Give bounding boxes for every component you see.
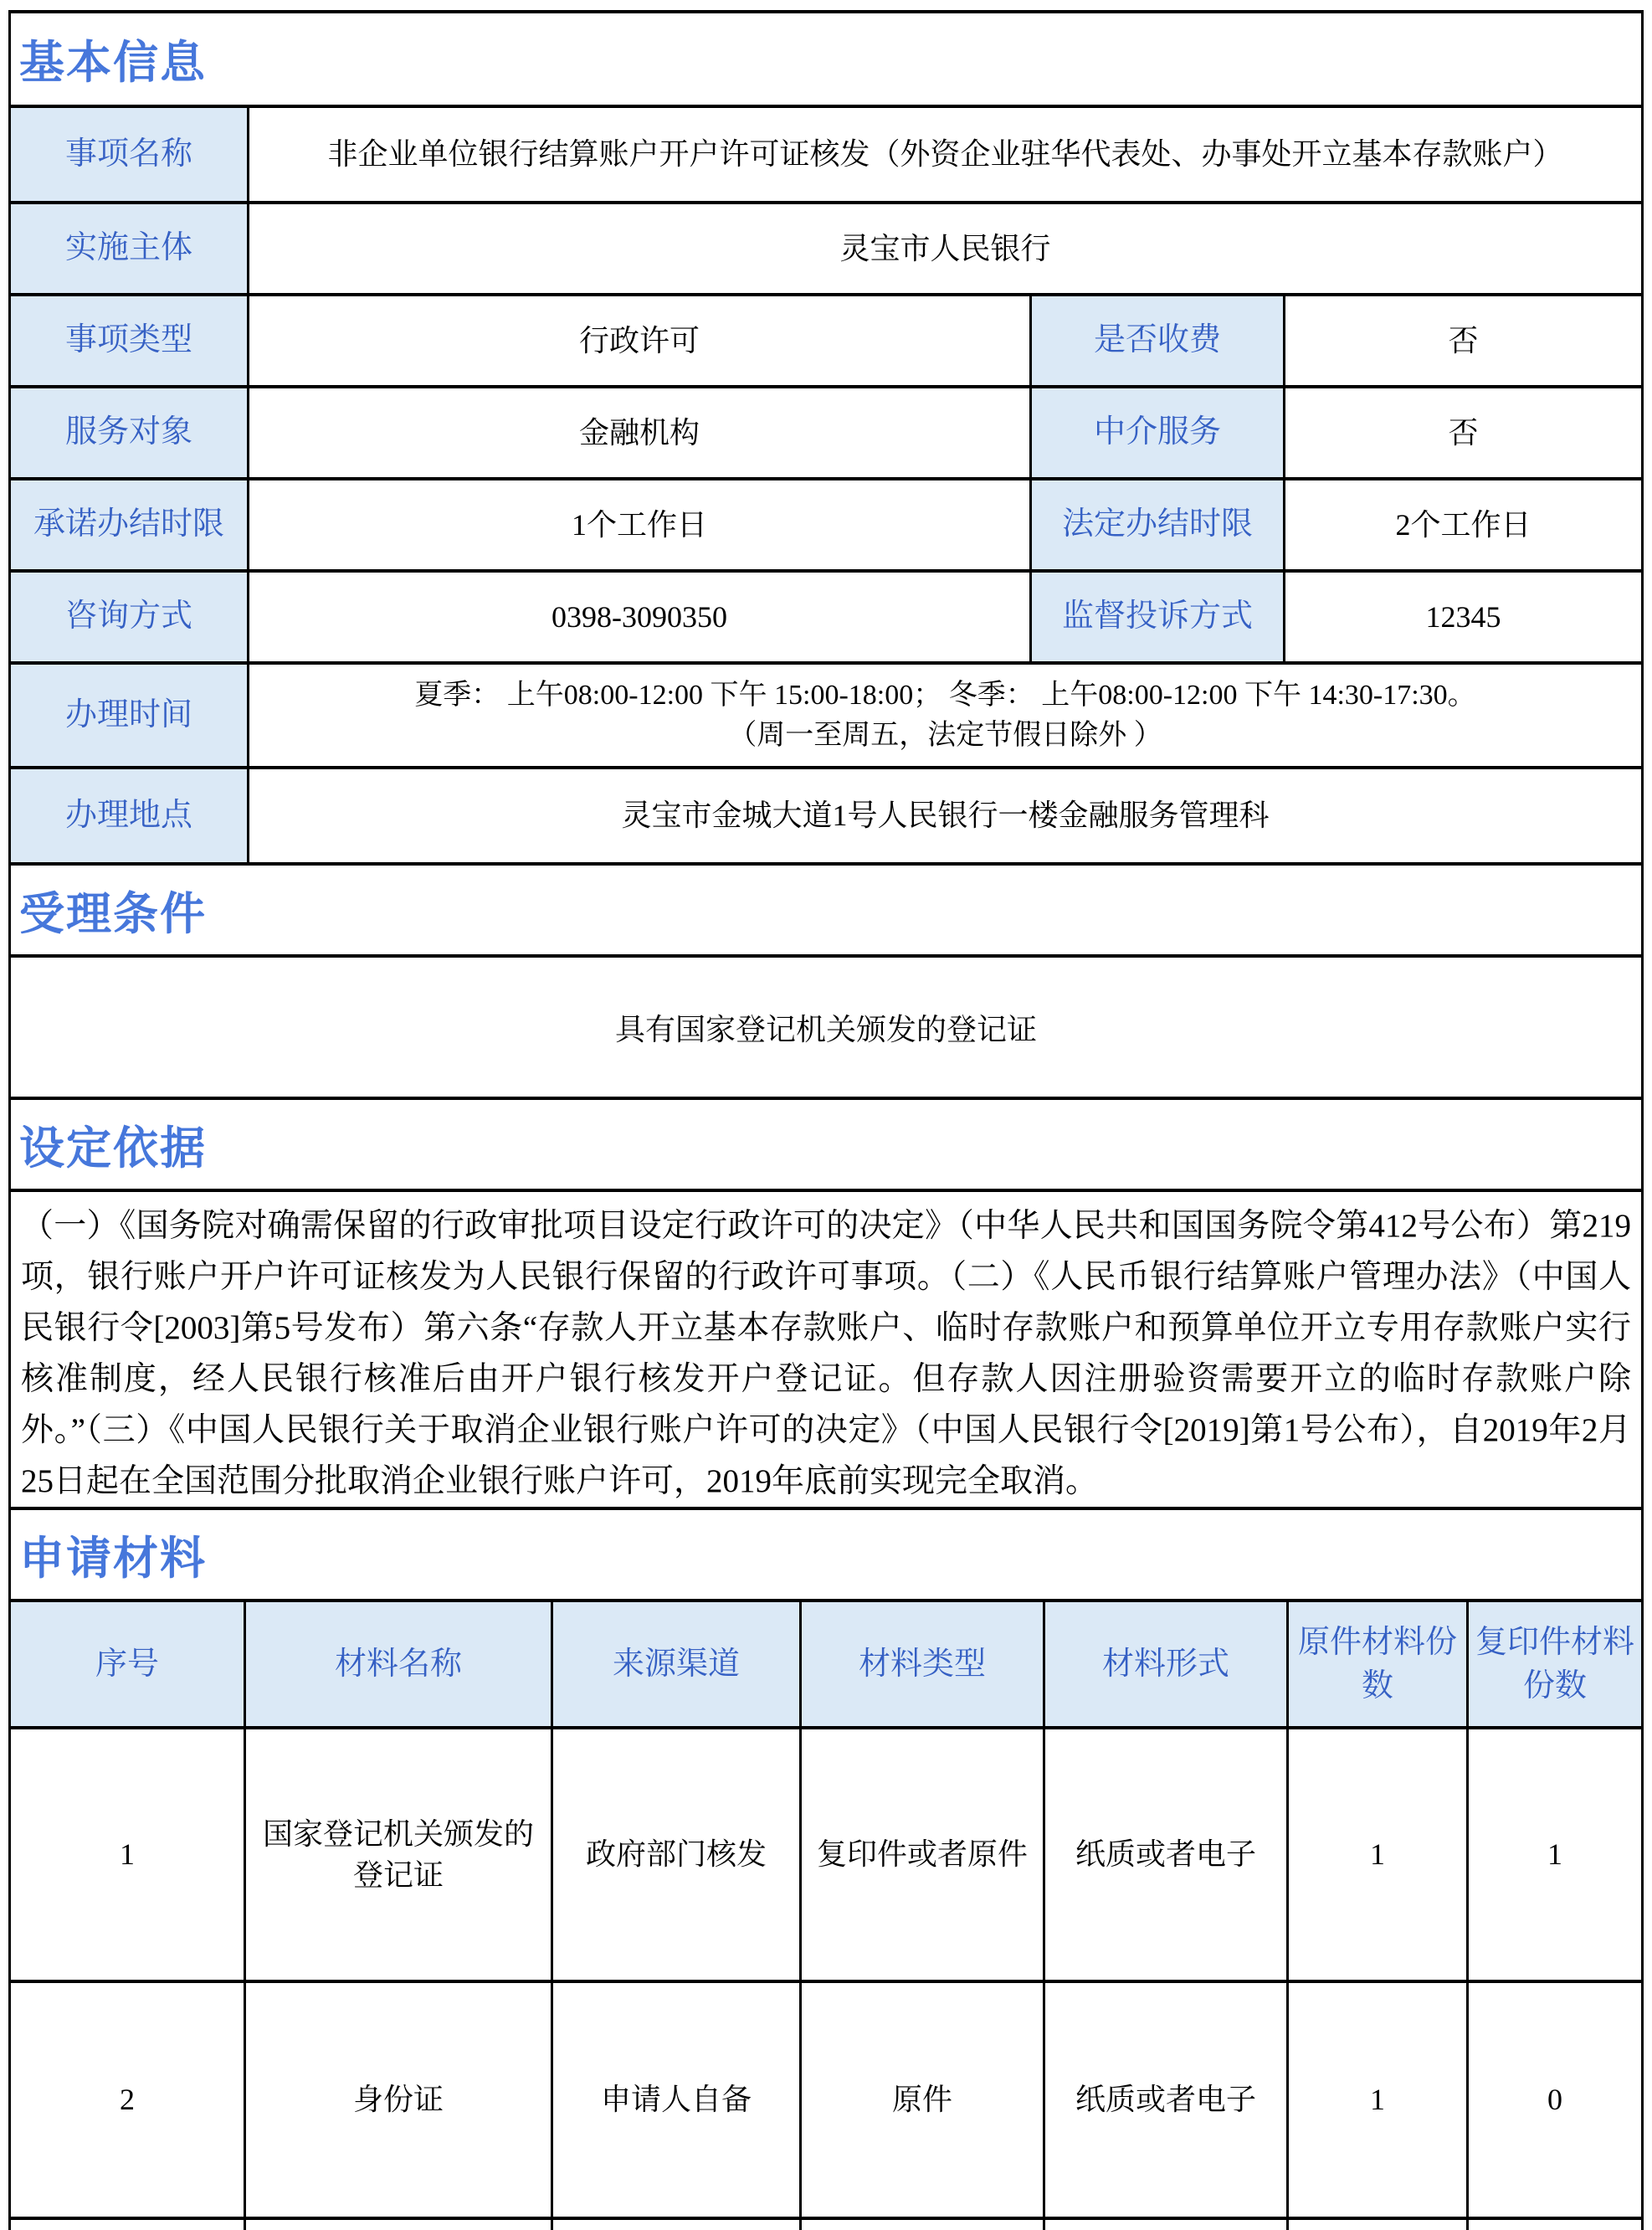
value-implementing-body: 灵宝市人民银行 (249, 204, 1641, 293)
materials-row2-photocopy-copies: 0 (1469, 1983, 1641, 2217)
materials-row1-form: 纸质或者电子 (1045, 1729, 1286, 1980)
processing-time-line1: 夏季： 上午08:00-12:00 下午 15:00-18:00； 冬季： 上午08:00-12:00 下午 14:30-17:30。 (414, 679, 1476, 711)
label-processing-time: 办理时间 (11, 665, 247, 766)
materials-header-index: 序号 (11, 1602, 244, 1726)
materials-row2-original-copies: 1 (1289, 1983, 1466, 2217)
materials-row1-original-copies: 1 (1289, 1729, 1466, 1980)
materials-row2-index: 2 (11, 1983, 244, 2217)
section-title-acceptance-conditions: 受理条件 (11, 866, 1641, 954)
label-promised-time-limit: 承诺办结时限 (11, 480, 247, 569)
label-fee-charged: 是否收费 (1032, 296, 1283, 385)
materials-row3-cell (11, 2220, 244, 2230)
materials-header-form: 材料形式 (1045, 1602, 1286, 1726)
section-title-basic-info: 基本信息 (11, 13, 1641, 105)
value-consultation-phone: 0398-3090350 (249, 573, 1029, 661)
materials-row3-cell (1045, 2220, 1286, 2230)
value-complaint-phone: 12345 (1285, 573, 1641, 661)
value-promised-time-limit: 1个工作日 (249, 480, 1029, 569)
materials-row2-name: 身份证 (246, 1983, 551, 2217)
value-item-name: 非企业单位银行结算账户开户许可证核发（外资企业驻华代表处、办事处开立基本存款账户） (249, 108, 1641, 201)
materials-header-name: 材料名称 (246, 1602, 551, 1726)
section-title-application-materials: 申请材料 (11, 1510, 1641, 1599)
materials-header-original-copies: 原件材料份数 (1289, 1602, 1466, 1726)
materials-row3-cell (802, 2220, 1043, 2230)
value-fee-charged: 否 (1285, 296, 1641, 385)
materials-row1-source: 政府部门核发 (553, 1729, 799, 1980)
materials-row2-form: 纸质或者电子 (1045, 1983, 1286, 2217)
label-implementing-body: 实施主体 (11, 204, 247, 293)
value-item-type: 行政许可 (249, 296, 1029, 385)
materials-header-type: 材料类型 (802, 1602, 1043, 1726)
label-processing-location: 办理地点 (11, 769, 247, 862)
materials-row2-type: 原件 (802, 1983, 1043, 2217)
materials-header-photocopy-copies: 复印件材料份数 (1469, 1602, 1641, 1726)
acceptance-conditions-content: 具有国家登记机关颁发的登记证 (11, 958, 1641, 1097)
label-intermediary-service: 中介服务 (1032, 388, 1283, 477)
materials-row1-type: 复印件或者原件 (802, 1729, 1043, 1980)
label-consultation-method: 咨询方式 (11, 573, 247, 661)
value-service-target: 金融机构 (249, 388, 1029, 477)
processing-time-line2: （周一至周五，法定节假日除外 ） (728, 719, 1162, 751)
label-complaint-method: 监督投诉方式 (1032, 573, 1283, 661)
materials-row1-photocopy-copies: 1 (1469, 1729, 1641, 1980)
value-intermediary-service: 否 (1285, 388, 1641, 477)
materials-row2-source: 申请人自备 (553, 1983, 799, 2217)
materials-row3-cell (246, 2220, 551, 2230)
value-processing-location: 灵宝市金城大道1号人民银行一楼金融服务管理科 (249, 769, 1641, 862)
materials-row3-cell (1469, 2220, 1641, 2230)
basic-info-table (11, 108, 1641, 862)
section-title-setting-basis: 设定依据 (11, 1100, 1641, 1189)
materials-row1-index: 1 (11, 1729, 244, 1980)
materials-row3-cell (553, 2220, 799, 2230)
value-statutory-time-limit: 2个工作日 (1285, 480, 1641, 569)
materials-row3-cell (1289, 2220, 1466, 2230)
application-materials-table (11, 1602, 1641, 2230)
label-item-name: 事项名称 (11, 108, 247, 201)
service-item-document (8, 10, 1644, 2230)
label-item-type: 事项类型 (11, 296, 247, 385)
materials-row1-name: 国家登记机关颁发的登记证 (246, 1729, 551, 1980)
value-processing-time (249, 665, 1641, 766)
setting-basis-content: （一）《国务院对确需保留的行政审批项目设定行政许可的决定》（中华人民共和国国务院令第412号公布）第219项，银行账户开户许可证核发为人民银行保留的行政许可事项。（二）《人民币银行结算账户管理办法》（中国人民银行令[2003]第5号发布）第六条“存款人开立基本存款账户、临时存款账户和预算单位开立专用存款账户实行核准制度，经人民银行核准后由开户银行核发开户登记证。但存款人因注册验资需要开立的临时存款账户除外。”（三）《中国人民银行关于取消企业银行账户许可的决定》（中国人民银行令[2019]第1号公布），自2019年2月25日起在全国范围分批取消企业银行账户许可，2019年底前实现完全取消。 (11, 1192, 1641, 1507)
materials-header-source: 来源渠道 (553, 1602, 799, 1726)
label-statutory-time-limit: 法定办结时限 (1032, 480, 1283, 569)
label-service-target: 服务对象 (11, 388, 247, 477)
